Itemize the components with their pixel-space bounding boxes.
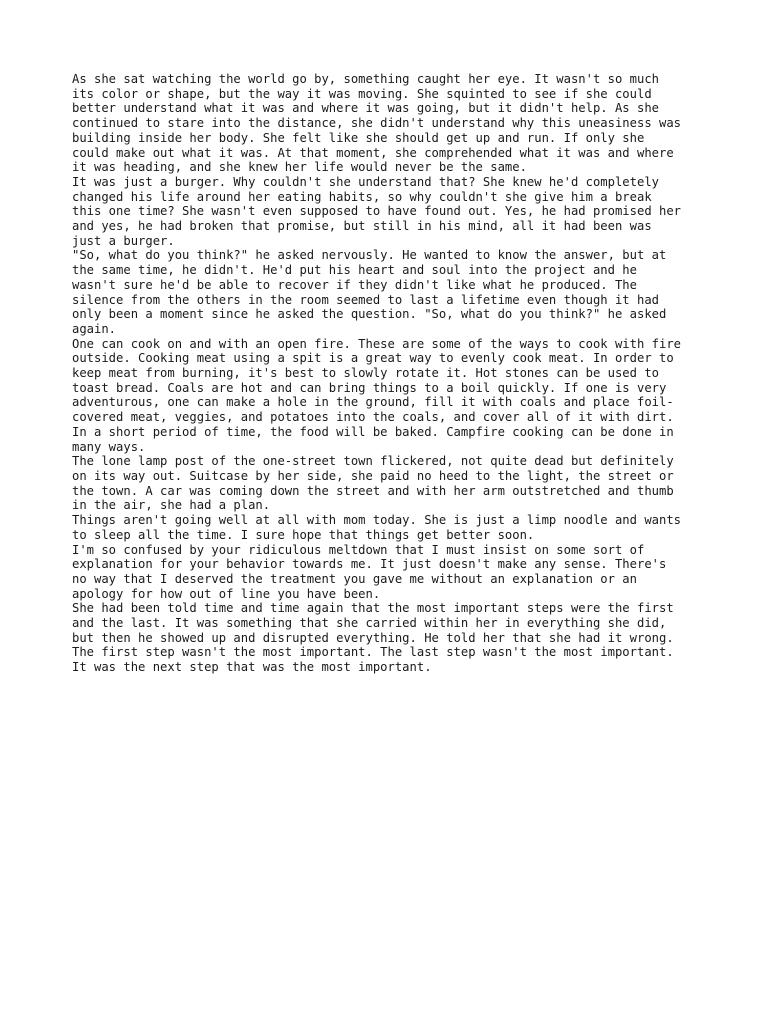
paragraph-6: Things aren't going well at all with mom today. She is just a limp noodle and wants to sleep all the time. I sure hope that things get better soon. (72, 513, 682, 542)
paragraph-3: "So, what do you think?" he asked nervously. He wanted to know the answer, but at the same time, he didn't. He'd put his heart and soul into the project and he wasn't sure he'd be able to recover if they didn't like what he produced. The silence from the others in the room seemed to last a lifetime even though it had only been a moment since he asked the question. "So, what do you think?" he asked again. (72, 248, 667, 336)
paragraph-7: I'm so confused by your ridiculous meltdown that I must insist on some sort of explanation for your behavior towards me. It just doesn't make any sense. There's no way that I deserved the treatment you gave me without an explanation or an apology for how out of line you have been. (72, 542, 667, 601)
document-page (72, 72, 702, 675)
paragraph-5: The lone lamp post of the one-street town flickered, not quite dead but definitely on its way out. Suitcase by her side, she paid no heed to the light, the street or the town. A car was coming down the street and with her arm outstretched and thumb in the air, she had a plan. (72, 454, 674, 513)
paragraph-2: It was just a burger. Why couldn't she understand that? She knew he'd completely changed his life around her eating habits, so why couldn't she give him a break this one time? She wasn't even supposed to have found out. Yes, he had promised her and yes, he had broken that promise, but still in his mind, all it had been was just a burger. (72, 174, 682, 248)
paragraph-8: She had been told time and time again that the most important steps were the first and the last. It was something that she carried within her in everything she did, but then he showed up and disrupted everything. He told her that she had it wrong. The first step wasn't the most important. The last step wasn't the most important. It was the next step that was the most important. (72, 601, 674, 675)
paragraph-1: As she sat watching the world go by, something caught her eye. It wasn't so much its color or shape, but the way it was moving. She squinted to see if she could better understand what it was and where it was going, but it didn't help. As she continued to stare into the distance, she didn't understand why this uneasiness was building inside her body. She felt like she should get up and run. If only she could make out what it was. At that moment, she comprehended what it was and where it was heading, and she knew her life would never be the same. (72, 72, 682, 175)
paragraph-4: One can cook on and with an open fire. These are some of the ways to cook with fire outside. Cooking meat using a spit is a great way to evenly cook meat. In order to keep meat from burning, it's best to slowly rotate it. Hot stones can be used to toast bread. Coals are hot and can bring things to a boil quickly. If one is very adventurous, one can make a hole in the ground, fill it with coals and place foil- covered meat, veggies, and potatoes into the coals, and cover all of it with dirt. In a short period of time, the food will be baked. Campfire cooking can be done in many ways. (72, 336, 682, 454)
